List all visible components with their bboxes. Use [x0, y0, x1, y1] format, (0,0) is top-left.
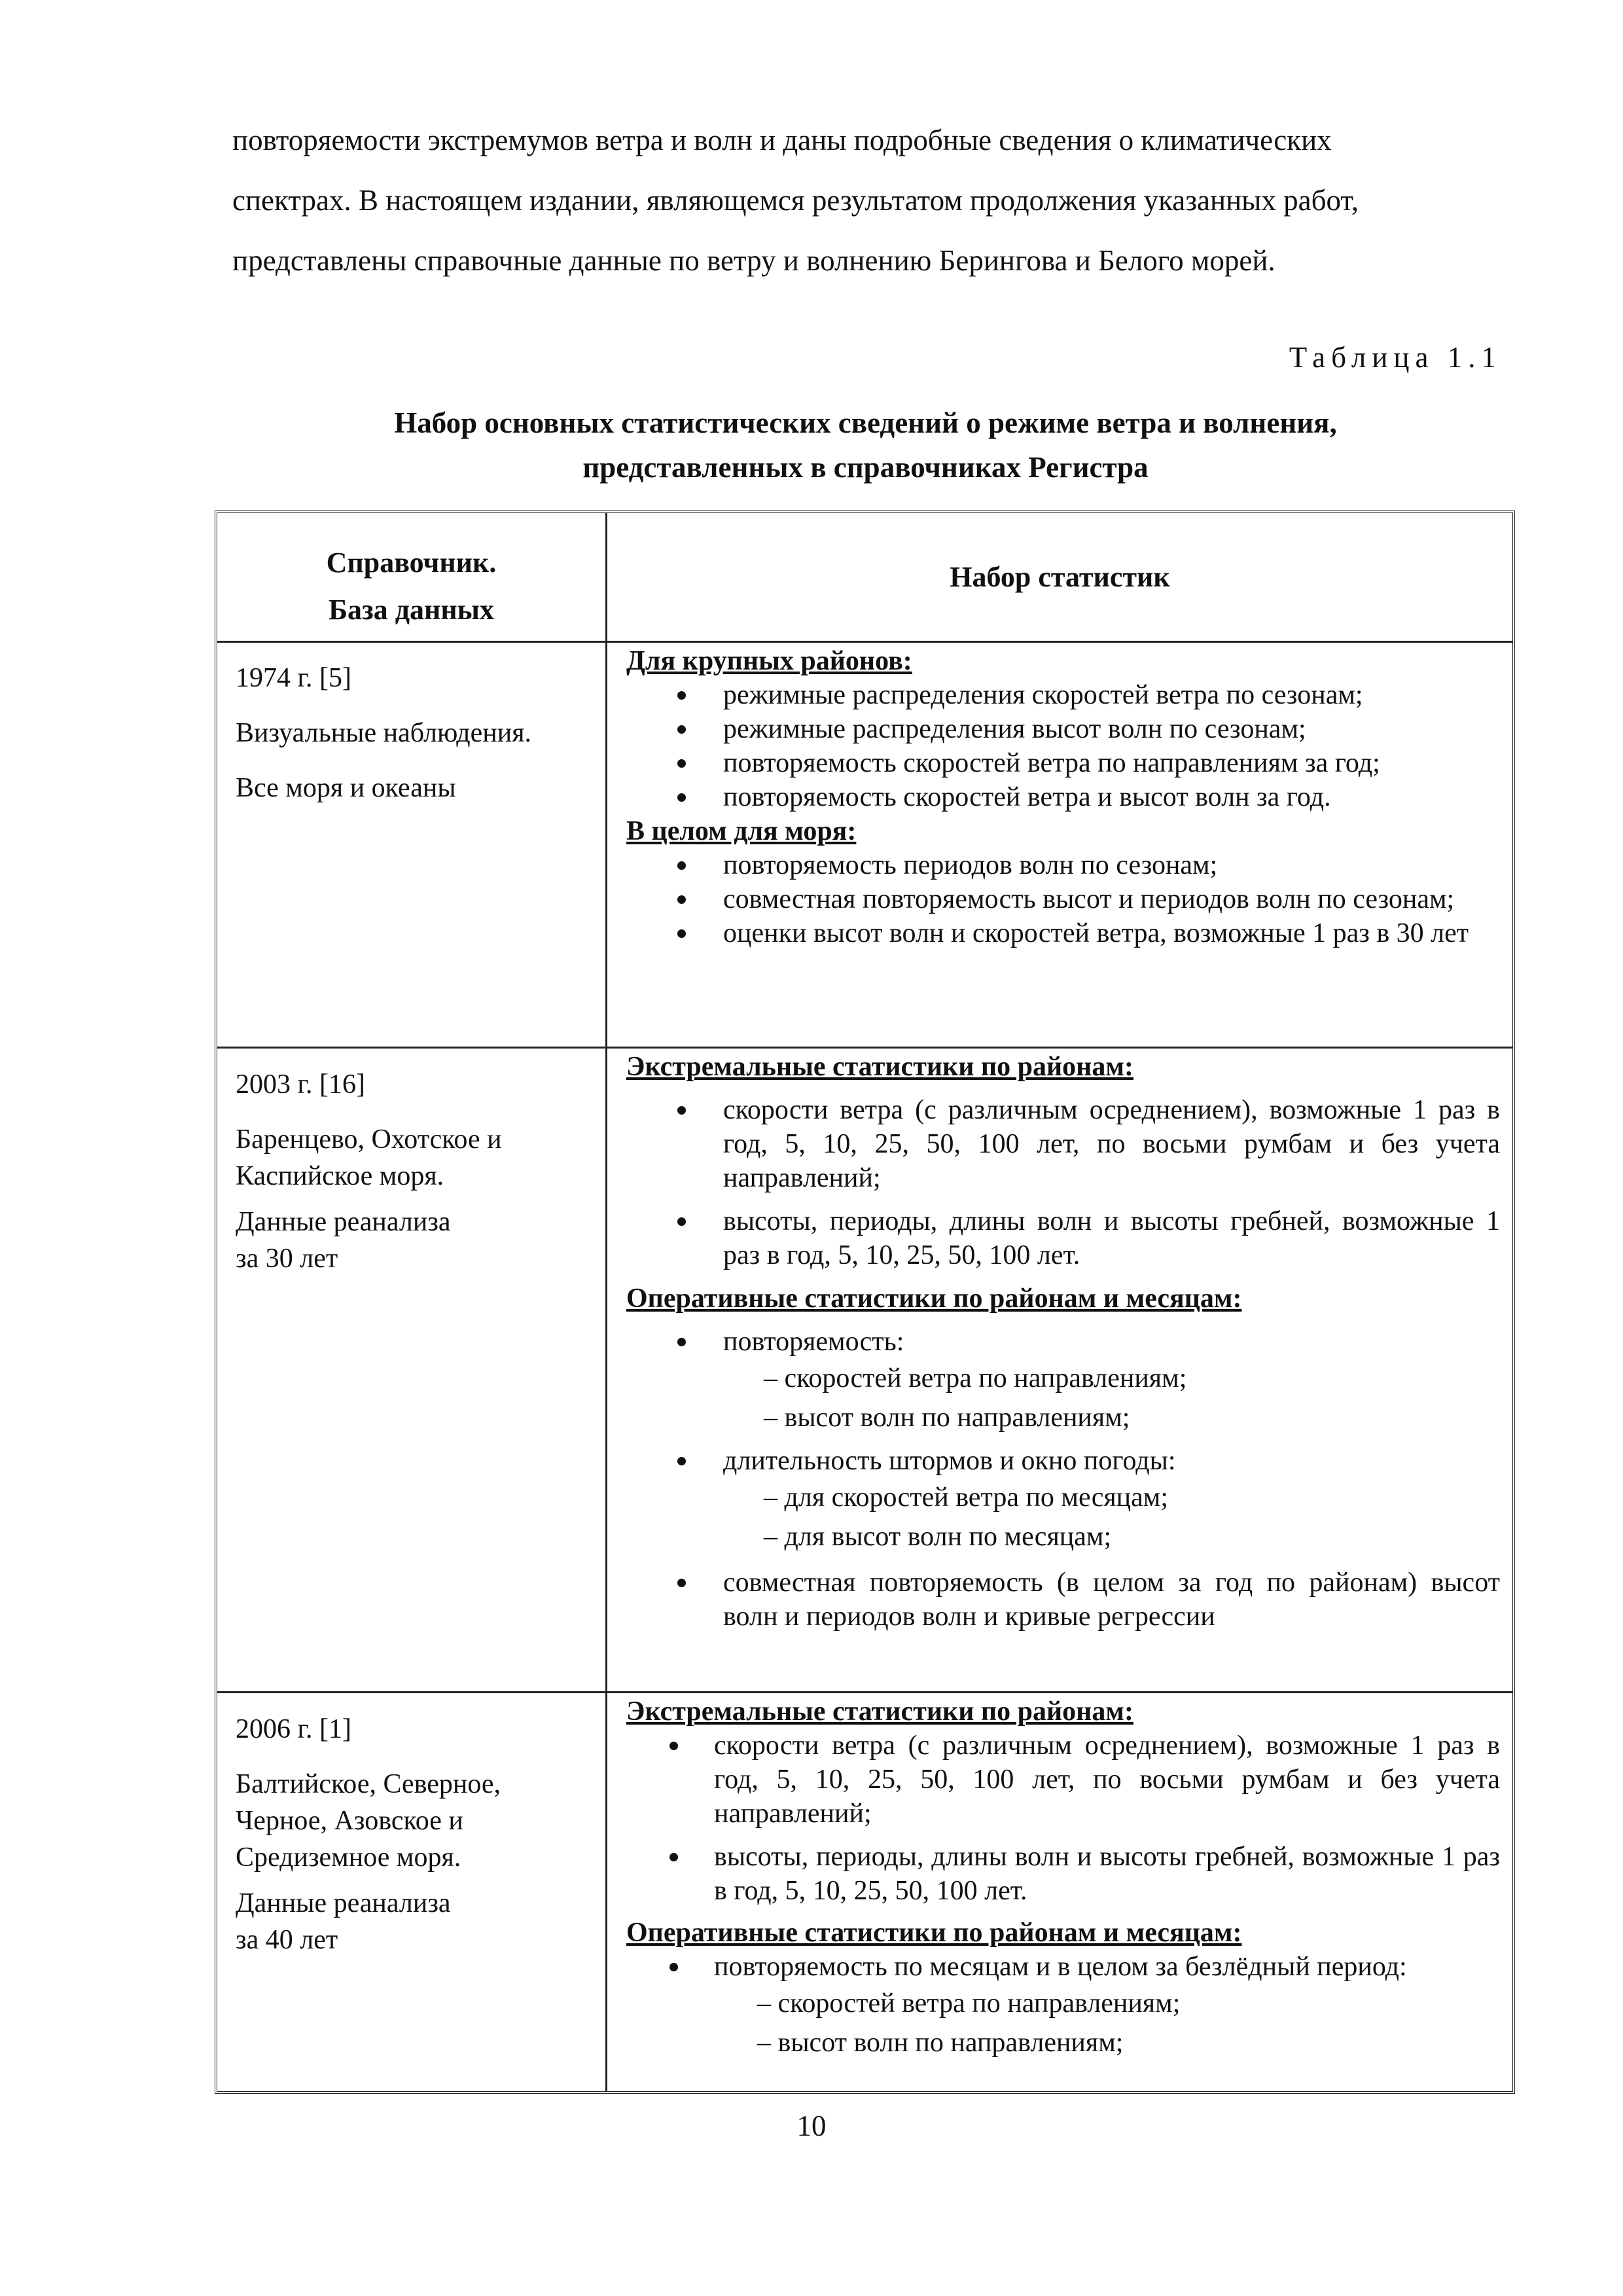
row-2-reference-cell: [236, 1066, 599, 1277]
reference-seas: Средиземное моря.: [236, 1842, 461, 1873]
list-item: повторяемость: – скоростей ветра по направлениям; – высот волн по направлениям;: [626, 1325, 1507, 1437]
header-statistics-label: Набор статистик: [950, 561, 1170, 593]
list-item: повторяемость по месяцам и в целом за безлёдный период: – скоростей ветра по направлениям; – высот волн по направлениям;: [626, 1950, 1507, 2062]
section-title: Для крупных районов:: [626, 646, 912, 676]
section-title: Экстремальные статистики по районам:: [626, 1052, 1133, 1082]
header-database-label: База данных: [328, 594, 495, 626]
bullet-icon: [677, 929, 686, 938]
intro-line: спектрах. В настоящем издании, являющемся результатом продолжения указанных работ,: [232, 184, 1359, 217]
sub-item: – для высот волн по месяцам;: [764, 1522, 1112, 1552]
bullet-icon: [677, 691, 686, 700]
sub-item: – высот волн по направлениям;: [757, 2028, 1124, 2058]
header-statistics-cell: [607, 560, 1512, 594]
bullet-list: [626, 678, 1507, 814]
bullet-icon: [677, 1579, 686, 1587]
sub-item: – скоростей ветра по направлениям;: [757, 1988, 1181, 2018]
reference-seas: Черное, Азовское и: [236, 1806, 463, 1836]
reference-seas: Баренцево, Охотское и: [236, 1124, 502, 1155]
bullet-icon: [677, 793, 686, 802]
reference-year: 1974 г. [5]: [236, 663, 351, 693]
header-reference-cell: [217, 539, 605, 634]
page-number: 10: [796, 2109, 827, 2142]
reference-year: 2003 г. [16]: [236, 1069, 365, 1100]
intro-line: повторяемости экстремумов ветра и волн и даны подробные сведения о климатических: [232, 124, 1332, 156]
reference-source: Данные реанализа: [236, 1207, 451, 1237]
bullet-icon: [677, 1338, 686, 1346]
bullet-icon: [669, 1963, 678, 1971]
list-item: высоты, периоды, длины волн и высоты гребней, возможные 1 раз в год, 5, 10, 25, 50, 100 лет.: [626, 1204, 1507, 1272]
list-item: совместная повторяемость (в целом за год по районам) высот волн и периодов волн и кривые регрессии: [626, 1566, 1507, 1634]
reference-seas: Каспийское моря.: [236, 1161, 444, 1191]
row-divider: [217, 1691, 1512, 1693]
sub-item: – скоростей ветра по направлениям;: [764, 1363, 1187, 1393]
table-caption: [232, 401, 1499, 490]
list-item: режимные распределения скоростей ветра по сезонам;: [626, 678, 1507, 712]
bullet-icon: [677, 1106, 686, 1115]
bullet-icon: [677, 725, 686, 734]
reference-seas: Балтийское, Северное,: [236, 1769, 501, 1799]
list-item: оценки высот волн и скоростей ветра, возможные 1 раз в 30 лет: [626, 916, 1507, 950]
reference-source: Визуальные наблюдения.: [236, 718, 532, 748]
row-2-statistics-cell: [626, 1050, 1507, 1634]
list-item: скорости ветра (с различным осреднением), возможные 1 раз в год, 5, 10, 25, 50, 100 лет, по восьми румбам и без учета направлений;: [626, 1093, 1507, 1195]
section-title: Оперативные статистики по районам и месяцам:: [626, 1918, 1242, 1948]
row-3-reference-cell: [236, 1711, 599, 1958]
table-caption-line: Набор основных статистических сведений о режиме ветра и волнения,: [394, 406, 1337, 439]
list-item: повторяемость скоростей ветра и высот волн за год.: [626, 780, 1507, 814]
table-label: Таблица 1.1: [1289, 341, 1502, 374]
sub-item: – высот волн по направлениям;: [764, 1403, 1130, 1433]
bullet-list: [626, 848, 1507, 950]
bullet-icon: [677, 759, 686, 768]
row-1-statistics-cell: [626, 644, 1507, 950]
table-caption-line: представленных в справочниках Регистра: [582, 451, 1149, 484]
list-item: совместная повторяемость высот и периодов волн по сезонам;: [626, 882, 1507, 916]
intro-line: представлены справочные данные по ветру и волнению Берингова и Белого морей.: [232, 244, 1275, 277]
column-divider: [605, 513, 607, 2091]
statistics-table: [215, 511, 1515, 2094]
row-3-statistics-cell: [626, 1695, 1507, 2062]
row-1-reference-cell: [236, 660, 599, 806]
list-item: повторяемость скоростей ветра по направлениям за год;: [626, 746, 1507, 780]
bullet-icon: [669, 1742, 678, 1750]
reference-coverage: Все моря и океаны: [236, 773, 456, 803]
list-item: повторяемость периодов волн по сезонам;: [626, 848, 1507, 882]
reference-period: за 40 лет: [236, 1925, 338, 1955]
section-title: В целом для моря:: [626, 816, 857, 846]
bullet-list: [626, 1325, 1507, 1634]
bullet-icon: [669, 1853, 678, 1861]
bullet-list: [626, 1729, 1507, 1908]
list-item: режимные распределения высот волн по сезонам;: [626, 712, 1507, 746]
bullet-icon: [677, 861, 686, 870]
section-title: Экстремальные статистики по районам:: [626, 1696, 1133, 1727]
reference-period: за 30 лет: [236, 1244, 338, 1274]
bullet-icon: [677, 1217, 686, 1226]
row-divider: [217, 641, 1512, 643]
reference-source: Данные реанализа: [236, 1888, 451, 1918]
section-title: Оперативные статистики по районам и месяцам:: [626, 1283, 1242, 1314]
bullet-icon: [677, 1457, 686, 1465]
sub-item: – для скоростей ветра по месяцам;: [764, 1482, 1169, 1513]
bullet-list: [626, 1093, 1507, 1272]
list-item: высоты, периоды, длины волн и высоты гребней, возможные 1 раз в год, 5, 10, 25, 50, 100 лет.: [626, 1840, 1507, 1908]
header-reference-label: Справочник.: [326, 547, 497, 579]
list-item: скорости ветра (с различным осреднением), возможные 1 раз в год, 5, 10, 25, 50, 100 лет, по восьми румбам и без учета направлений;: [626, 1729, 1507, 1831]
reference-year: 2006 г. [1]: [236, 1714, 351, 1744]
bullet-icon: [677, 895, 686, 904]
bullet-list: [626, 1950, 1507, 2062]
row-divider: [217, 1047, 1512, 1049]
intro-paragraph: [232, 110, 1499, 291]
list-item: длительность штормов и окно погоды: – для скоростей ветра по месяцам; – для высот волн по месяцам;: [626, 1444, 1507, 1556]
